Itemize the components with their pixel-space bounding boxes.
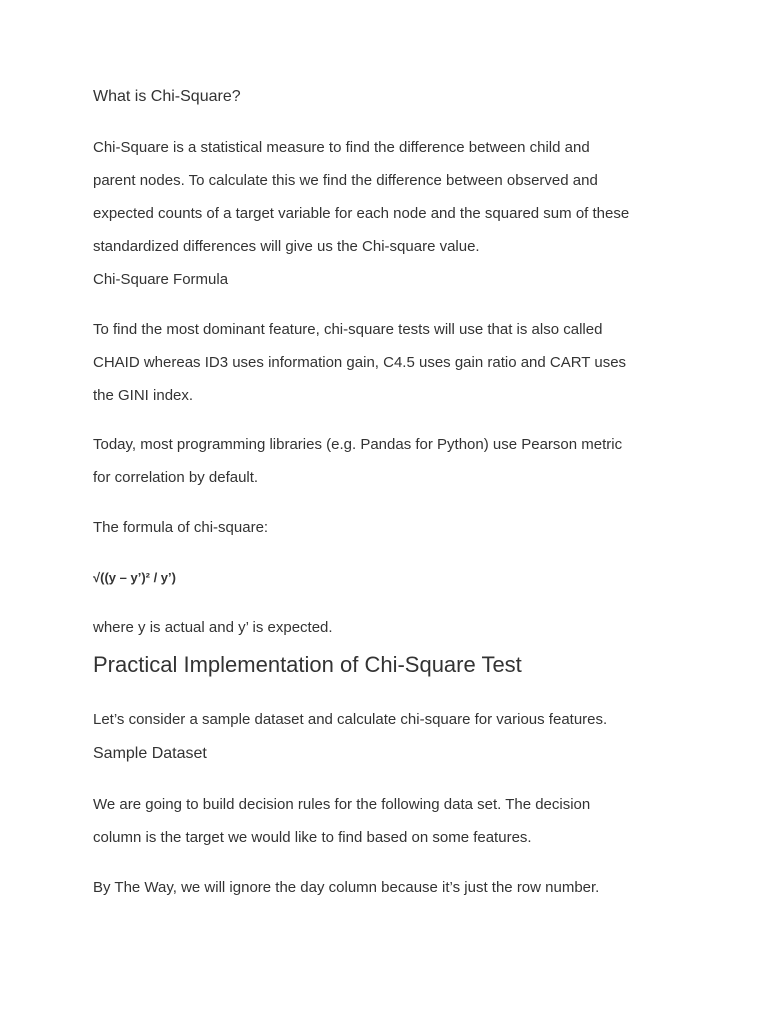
formula-chi-square: √((y – y’)² / y’) xyxy=(93,570,176,585)
paragraph-line: expected counts of a target variable for each node and the squared sum of these xyxy=(93,205,630,222)
paragraph-line: To find the most dominant feature, chi-square tests will use that is also called xyxy=(93,321,603,338)
paragraph-line: We are going to build decision rules for the following data set. The decision xyxy=(93,796,591,813)
paragraph-line: CHAID whereas ID3 uses information gain, C4.5 uses gain ratio and CART uses xyxy=(93,354,627,371)
paragraph-dominant-feature xyxy=(93,313,626,412)
paragraph-where: where y is actual and y’ is expected. xyxy=(93,619,333,636)
paragraph-line: for correlation by default. xyxy=(93,469,259,486)
paragraph-intro xyxy=(93,131,629,263)
heading-practical-implementation: Practical Implementation of Chi-Square Test xyxy=(93,652,522,677)
paragraph-formula-intro: The formula of chi-square: xyxy=(93,519,269,536)
paragraph-line: parent nodes. To calculate this we find the difference between observed and xyxy=(93,172,598,189)
paragraph-line: Chi-Square is a statistical measure to find the difference between child and xyxy=(93,139,590,156)
paragraph-decision-rules xyxy=(93,788,590,854)
paragraph-line: the GINI index. xyxy=(93,387,194,404)
paragraph-line: Today, most programming libraries (e.g. Pandas for Python) use Pearson metric xyxy=(93,436,623,453)
paragraph-line: standardized differences will give us the Chi-square value. xyxy=(93,238,480,255)
paragraph-by-the-way: By The Way, we will ignore the day column because it’s just the row number. xyxy=(93,879,600,896)
heading-chi-square-formula: Chi-Square Formula xyxy=(93,271,229,288)
heading-what-is-chi-square: What is Chi-Square? xyxy=(93,88,241,105)
paragraph-today-libraries xyxy=(93,428,622,494)
heading-sample-dataset: Sample Dataset xyxy=(93,745,207,762)
paragraph-line: column is the target we would like to find based on some features. xyxy=(93,829,532,846)
paragraph-consider: Let’s consider a sample dataset and calculate chi-square for various features. xyxy=(93,711,608,728)
